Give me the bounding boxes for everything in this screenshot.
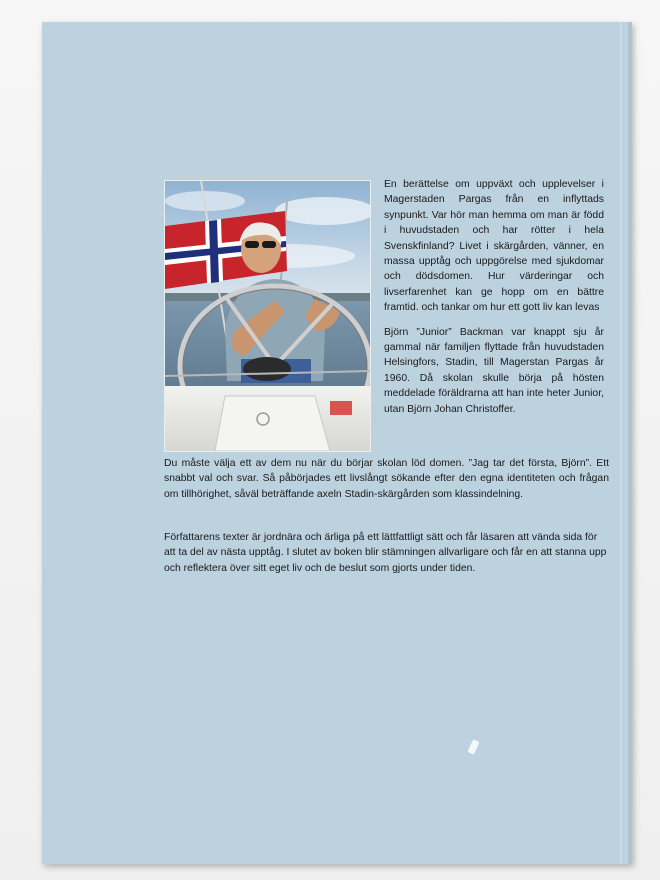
story-paragraph-end-block	[164, 456, 609, 502]
story-paragraph-end: Du måste välja ett av dem nu när du börjar skolan löd domen. ”Jag tar det första, Björn”. Ett snabbt val och svar. Så påbörjades ett livslångt sökande efter den egna identiteten och frågan om tillhörighet, såväl beträffande axeln Stadin-skärgården som klassindelning.	[164, 458, 609, 500]
closing-paragraph: Författarens texter är jordnära och ärliga på ett lättfattligt sätt och får läsaren att vända sida för att ta del av nästa upptåg. I slutet av boken blir stämningen allvarligare och får en att stanna upp och reflektera över sitt eget liv och de beslut som gjorts under tiden.	[164, 532, 607, 574]
sailor-at-helm-photo	[165, 181, 370, 451]
author-sailing-photo	[164, 180, 371, 452]
story-paragraph-start: Björn ”Junior” Backman var knappt sju år gammal när familjen flyttade från huvudstaden Helsingfors, Stadin, till Magerstan Pargas år 1960. Då skolan skulle börja på hösten meddelade föräldrarna att han inte heter Junior, utan Björn Johan Christoffer.	[384, 326, 604, 415]
closing-paragraph-block	[164, 530, 609, 576]
book-back-cover	[42, 22, 632, 864]
intro-paragraph: En berättelse om uppväxt och upplevelser i Magerstaden Pargas från en inflyttads synpunkt. Var hör man hemma om man är född i huvudstaden och har rötter i hela Svenskfinland? Livet i skärgården, vänner, en massa upptåg och uppgörelse med sjukdomar och dödsdomen. Hur värderingar och livserfarenhet kan ge hopp om en bättre framtid. och tankar om hur ett gott liv kan levas	[384, 179, 604, 314]
right-text-column	[384, 177, 604, 417]
cover-scuff-mark	[467, 739, 479, 755]
